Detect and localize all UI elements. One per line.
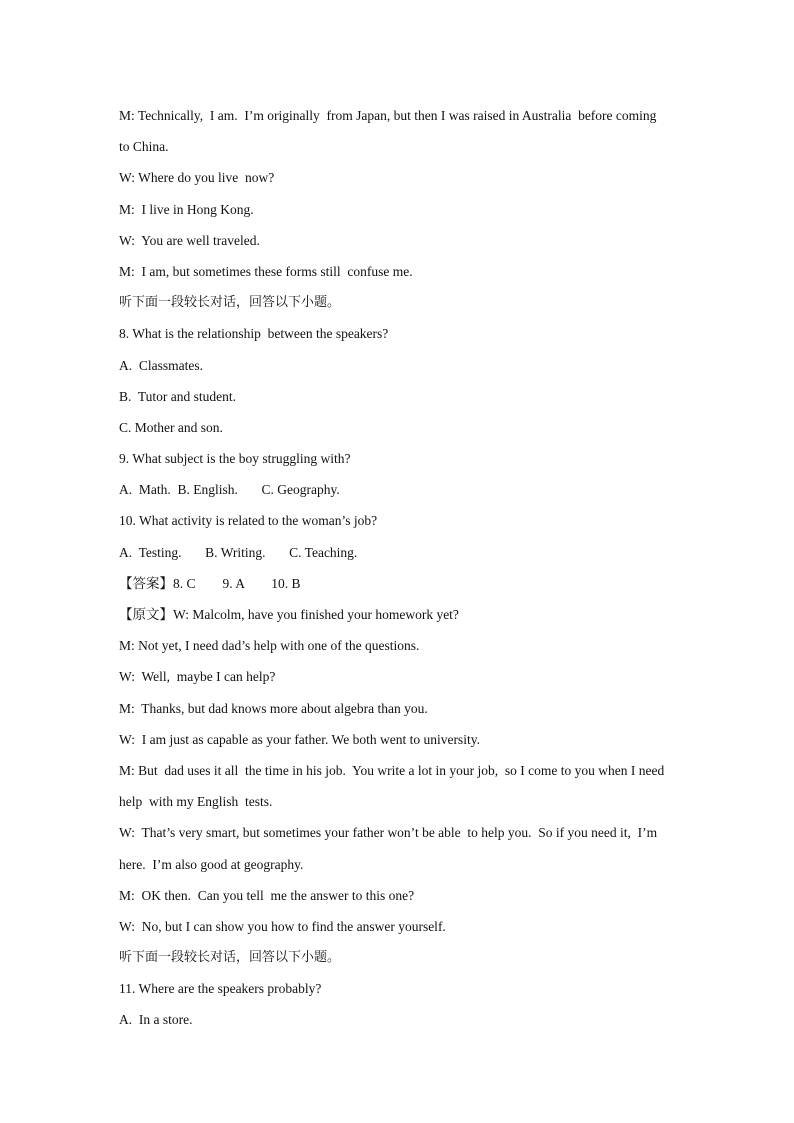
section-instruction: 听下面一段较长对话，回答以下小题。 <box>119 950 341 966</box>
transcript-line: here. I’m also good at geography. <box>119 856 304 872</box>
transcript-line: W: I am just as capable as your father. We both went to university. <box>119 731 480 747</box>
document-page <box>119 100 679 1036</box>
transcript-line: M: Not yet, I need dad’s help with one of the questions. <box>119 638 420 654</box>
question-text: 9. What subject is the boy struggling with? <box>119 451 351 467</box>
transcript-line: W: Well, maybe I can help? <box>119 669 276 685</box>
dialogue-line: W: Where do you live now? <box>119 170 275 186</box>
transcript-line: M: OK then. Can you tell me the answer to this one? <box>119 887 415 903</box>
answer-option: A. In a store. <box>119 1012 193 1028</box>
dialogue-line: M: I live in Hong Kong. <box>119 201 254 217</box>
answer-options-row: A. Math. B. English. C. Geography. <box>119 482 340 498</box>
dialogue-line: W: You are well traveled. <box>119 232 260 248</box>
transcript-line: M: Thanks, but dad knows more about algebra than you. <box>119 700 428 716</box>
answer-options-row: A. Testing. B. Writing. C. Teaching. <box>119 544 358 560</box>
dialogue-line: M: I am, but sometimes these forms still confuse me. <box>119 263 413 279</box>
section-instruction: 听下面一段较长对话，回答以下小题。 <box>119 295 341 311</box>
transcript-line: 【原文】W: Malcolm, have you finished your homework yet? <box>119 607 459 622</box>
answer-option: B. Tutor and student. <box>119 388 237 404</box>
dialogue-line: M: Technically, I am. I’m originally from Japan, but then I was raised in Australia before coming <box>119 108 657 123</box>
dialogue-line: to China. <box>119 139 169 155</box>
question-text: 10. What activity is related to the woman’s job? <box>119 513 378 529</box>
answer-key: 【答案】8. C 9. A 10. B <box>119 575 301 591</box>
transcript-line: M: But dad uses it all the time in his job. You write a lot in your job, so I come to you when I need <box>119 762 665 778</box>
transcript-line: W: No, but I can show you how to find the answer yourself. <box>119 918 446 934</box>
question-text: 8. What is the relationship between the speakers? <box>119 326 389 342</box>
answer-option: A. Classmates. <box>119 357 203 373</box>
transcript-line: W: That’s very smart, but sometimes your father won’t be able to help you. So if you need it, I’m <box>119 825 658 841</box>
transcript-line: help with my English tests. <box>119 794 273 810</box>
question-text: 11. Where are the speakers probably? <box>119 981 322 997</box>
answer-option: C. Mother and son. <box>119 419 223 435</box>
